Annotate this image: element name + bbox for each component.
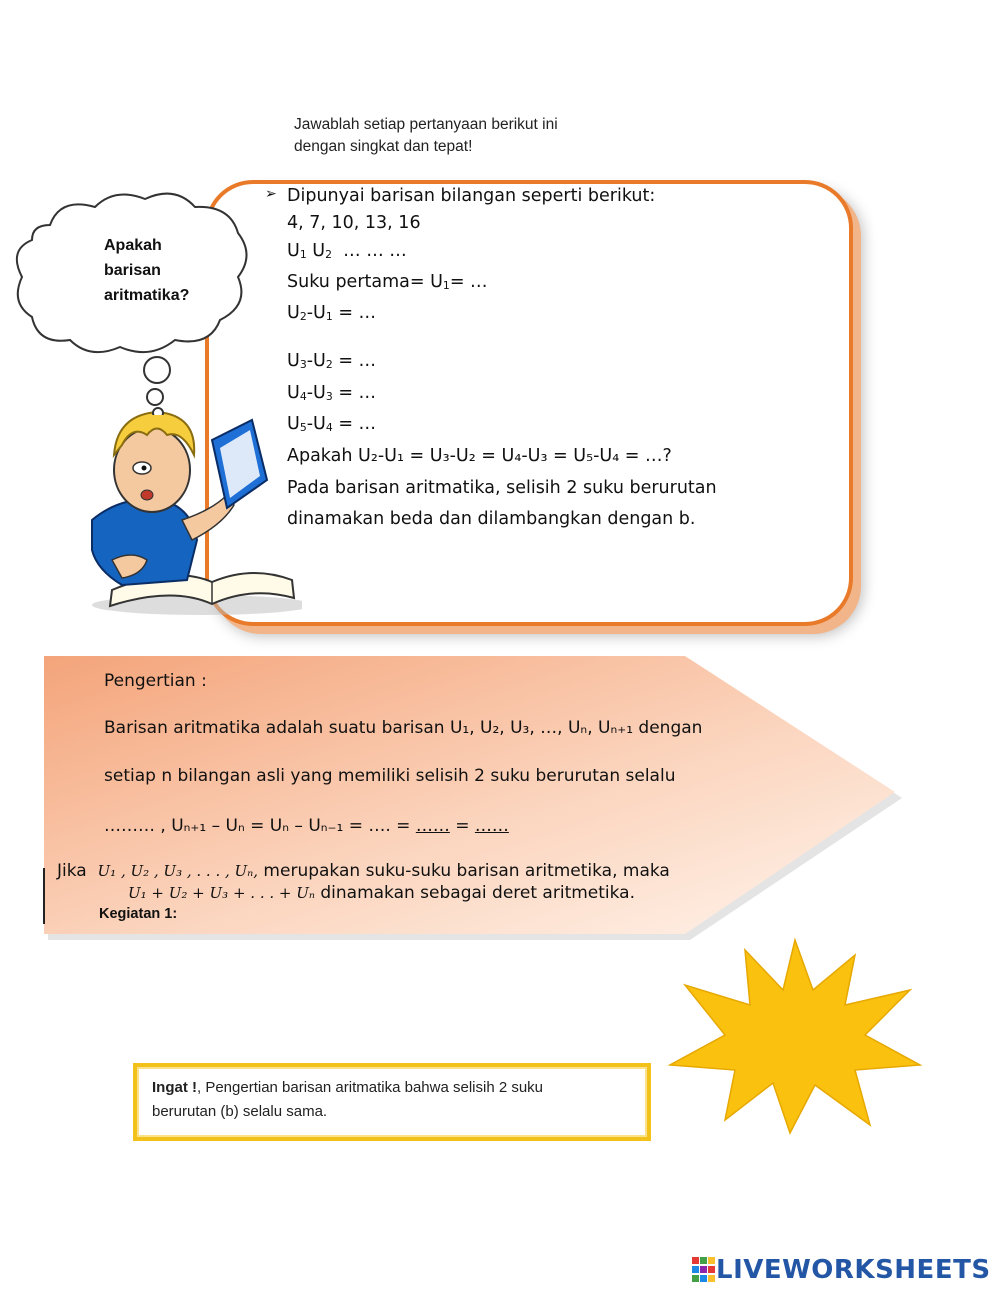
blank-answer-2: …… [474,816,509,836]
difference-line-1: $U_2-U_1$ = … [287,303,377,324]
series-definition-line-1: Jika U₁ , U₂ , U₃ , . . . , Uₙ, merupakan suku-suku barisan aritmetika, maka [57,861,670,881]
activity-label: Kegiatan 1: [99,906,178,922]
instruction-line-2: dengan singkat dan tepat! [294,138,473,155]
logo-blocks-icon [692,1257,716,1283]
starburst-decoration [665,935,925,1135]
blank-answer-1: …… [415,816,450,836]
definition-line-2: dinamakan beda dan dilambangkan dengan b. [287,509,696,529]
cloud-question: Apakah barisan aritmatika? [104,237,190,304]
instruction-text [294,114,634,158]
instruction-line-1: Jawablah setiap pertanyaan berikut ini [294,116,558,133]
sequence-values: 4, 7, 10, 13, 16 [287,213,421,233]
definition-line-1: Barisan aritmatika adalah suatu barisan U₁, U₂, U₃, …, Uₙ, Uₙ₊₁ dengan [104,718,703,738]
equal-differences-question: Apakah U₂-U₁ = U₃-U₂ = U₄-U₃ = U₅-U₄ = …? [287,446,672,466]
definition-line-1: Pada barisan aritmatika, selisih 2 suku berurutan [287,478,717,498]
sequence-intro: Dipunyai barisan bilangan seperti berikut: [287,186,656,206]
liveworksheets-logo: LIVEWORKSHEETS [692,1255,991,1285]
left-divider [43,868,45,924]
difference-line-2: $U_3-U_2$ = … [287,351,377,372]
reminder-text: Ingat !, Pengertian barisan aritmatika bahwa selisih 2 suku berurutan (b) selalu sama. [152,1079,544,1120]
difference-line-3: $U_4-U_3$ = … [287,383,377,404]
student-reading-illustration [62,400,302,620]
reminder-label: Ingat ! [152,1079,197,1096]
definition-title: Pengertian : [104,671,207,691]
term-labels: $U_1$ $U_2$ … … … [287,241,407,262]
first-term-line: Suku pertama= $U_1=$ … [287,272,488,293]
difference-line-4: $U_5-U_4$ = … [287,414,377,435]
definition-line-3: ……… , Uₙ₊₁ – Uₙ = Uₙ – Uₙ₋₁ = …. = …… = …… [104,816,509,836]
arrow-bullet-icon: ➢ [265,186,277,202]
definition-line-2: setiap n bilangan asli yang memiliki selisih 2 suku berurutan selalu [104,766,676,786]
series-definition-line-2: U₁ + U₂ + U₃ + . . . + Uₙ dinamakan sebagai deret aritmetika. [128,883,636,903]
